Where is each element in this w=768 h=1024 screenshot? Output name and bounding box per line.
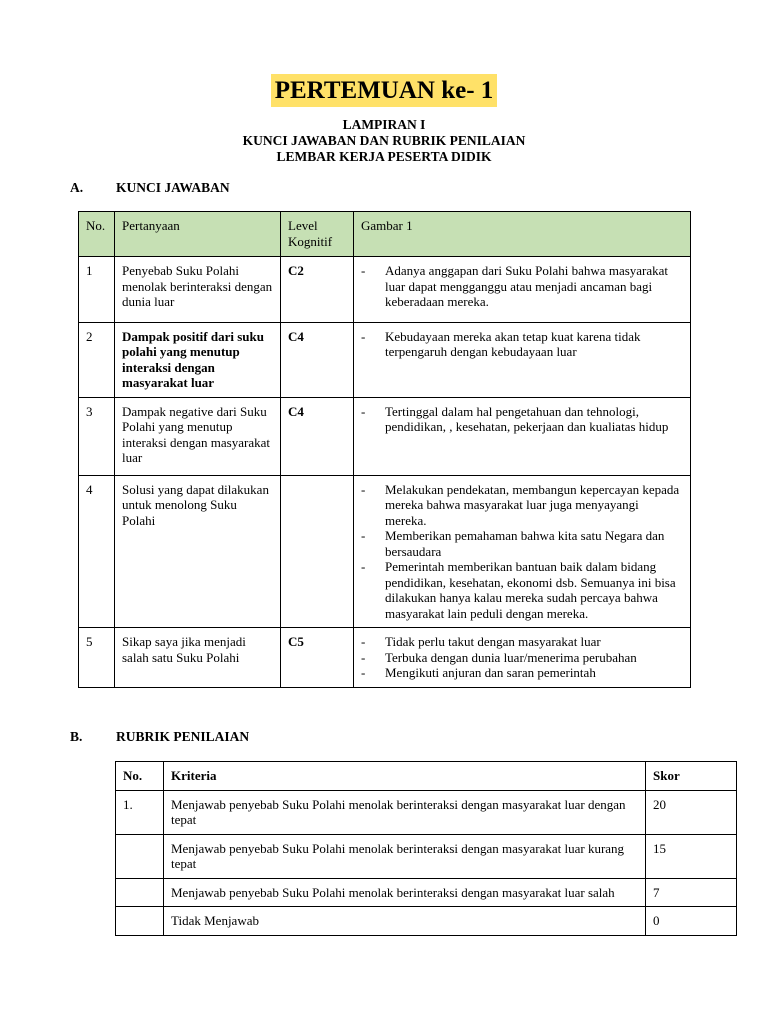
- header-no: No.: [79, 212, 115, 257]
- answer-item: - Tidak perlu takut dengan masyarakat luar: [361, 634, 683, 650]
- rubric-no: [116, 878, 164, 907]
- header-pertanyaan: Pertanyaan: [115, 212, 281, 257]
- rubric-kriteria: Menjawab penyebab Suku Polahi menolak berinteraksi dengan masyarakat luar salah: [164, 878, 646, 907]
- row-no: 2: [79, 322, 115, 397]
- row-answers: [354, 628, 691, 688]
- rubric-header-skor: Skor: [646, 762, 737, 791]
- rubric-kriteria: Menjawab penyebab Suku Polahi menolak berinteraksi dengan masyarakat luar kurang tepat: [164, 834, 646, 878]
- row-no: 4: [79, 475, 115, 628]
- row-no: 1: [79, 257, 115, 323]
- table-row: [79, 257, 691, 323]
- table-row: [116, 834, 737, 878]
- row-no: 3: [79, 397, 115, 475]
- section-b-heading: [70, 729, 249, 745]
- rubric-no: [116, 907, 164, 936]
- heading-line-2: KUNCI JAWABAN DAN RUBRIK PENILAIAN: [242, 133, 526, 148]
- rubric-skor: 20: [646, 790, 737, 834]
- section-a-letter: A.: [70, 180, 84, 195]
- row-question: Solusi yang dapat dilakukan untuk menolong Suku Polahi: [115, 475, 281, 628]
- rubric-header-no: No.: [116, 762, 164, 791]
- answer-item: - Tertinggal dalam hal pengetahuan dan tehnologi, pendidikan, , kesehatan, pekerjaan dan kualiatas hidup: [361, 404, 683, 435]
- answer-item: - Melakukan pendekatan, membangun kepercayan kepada mereka bahwa masyarakat luar juga menyayangi mereka.: [361, 482, 683, 529]
- rubric-skor: 0: [646, 907, 737, 936]
- section-a-title: KUNCI JAWABAN: [116, 180, 230, 195]
- section-a-heading: [70, 180, 230, 196]
- row-question: Sikap saya jika menjadi salah satu Suku Polahi: [115, 628, 281, 688]
- row-level: C4: [281, 397, 354, 475]
- rubric-kriteria: Tidak Menjawab: [164, 907, 646, 936]
- table-row: [79, 628, 691, 688]
- rubric-header-row: [116, 762, 737, 791]
- answer-item: - Kebudayaan mereka akan tetap kuat karena tidak terpengaruh dengan kebudayaan luar: [361, 329, 683, 360]
- table-row: [116, 907, 737, 936]
- row-question: Dampak positif dari suku polahi yang menutup interaksi dengan masyarakat luar: [115, 322, 281, 397]
- header-level: Level Kognitif: [281, 212, 354, 257]
- table-row: [79, 322, 691, 397]
- row-no: 5: [79, 628, 115, 688]
- table-row: [79, 475, 691, 628]
- rubric-no: 1.: [116, 790, 164, 834]
- answer-item: - Memberikan pemahaman bahwa kita satu Negara dan bersaudara: [361, 528, 683, 559]
- row-question: Penyebab Suku Polahi menolak berinteraksi dengan dunia luar: [115, 257, 281, 323]
- row-answers: [354, 257, 691, 323]
- rubric-skor: 15: [646, 834, 737, 878]
- rubric-no: [116, 834, 164, 878]
- section-b-letter: B.: [70, 729, 83, 744]
- heading-line-1: LAMPIRAN I: [342, 117, 426, 132]
- row-question: Dampak negative dari Suku Polahi yang menutup interaksi dengan masyarakat luar: [115, 397, 281, 475]
- answer-key-table: [78, 211, 691, 688]
- row-answers: [354, 322, 691, 397]
- row-level: C2: [281, 257, 354, 323]
- rubric-table: [115, 761, 737, 936]
- table-row: [116, 878, 737, 907]
- heading-line-3: LEMBAR KERJA PESERTA DIDIK: [276, 149, 492, 164]
- table-row: [79, 397, 691, 475]
- document-heading: [0, 117, 768, 165]
- answer-key-header-row: [79, 212, 691, 257]
- row-level: [281, 475, 354, 628]
- answer-item: - Mengikuti anjuran dan saran pemerintah: [361, 665, 683, 681]
- table-row: [116, 790, 737, 834]
- rubric-kriteria: Menjawab penyebab Suku Polahi menolak berinteraksi dengan masyarakat luar dengan tepat: [164, 790, 646, 834]
- row-answers: [354, 397, 691, 475]
- row-level: C4: [281, 322, 354, 397]
- answer-item: - Pemerintah memberikan bantuan baik dalam bidang pendidikan, kesehatan, ekonomi dsb. Semuanya ini bisa dilakukan hanya kalau mereka sudah percaya bahwa masyarakat lain peduli dengan mereka.: [361, 559, 683, 621]
- row-level: C5: [281, 628, 354, 688]
- answer-item: - Adanya anggapan dari Suku Polahi bahwa masyarakat luar dapat mengganggu atau menjadi ancaman bagi keberadaan mereka.: [361, 263, 683, 310]
- row-answers: [354, 475, 691, 628]
- page-title: PERTEMUAN ke- 1: [271, 74, 498, 107]
- section-b-title: RUBRIK PENILAIAN: [116, 729, 250, 744]
- rubric-header-kriteria: Kriteria: [164, 762, 646, 791]
- page-title-container: [0, 74, 768, 107]
- header-gambar: Gambar 1: [354, 212, 691, 257]
- answer-item: - Terbuka dengan dunia luar/menerima perubahan: [361, 650, 683, 666]
- rubric-skor: 7: [646, 878, 737, 907]
